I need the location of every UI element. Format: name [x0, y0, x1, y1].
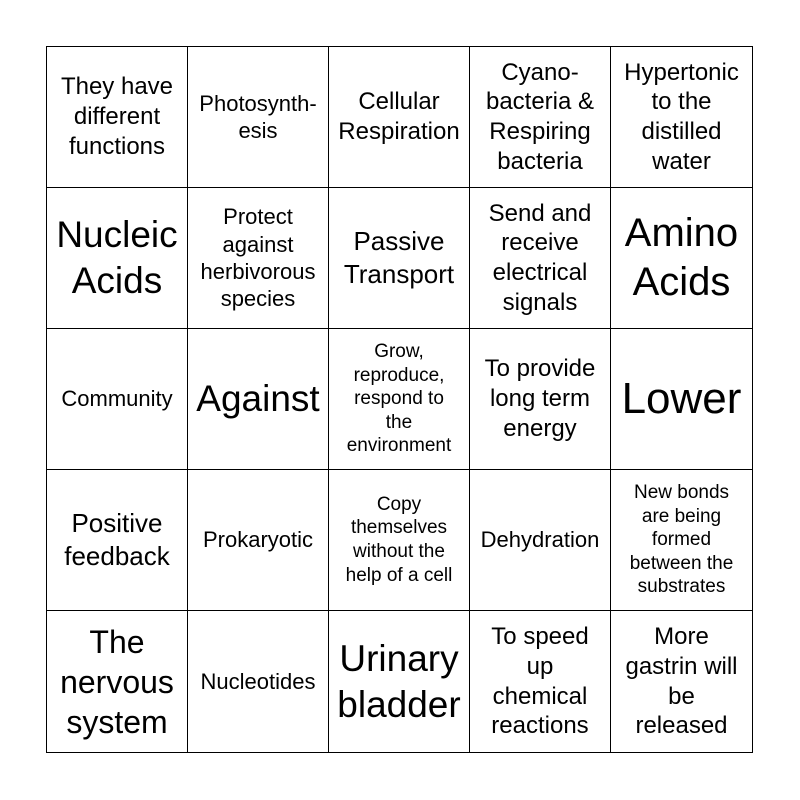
cell-text: Nucleic Acids — [56, 214, 178, 301]
bingo-cell[interactable] — [329, 188, 470, 329]
bingo-cell[interactable] — [611, 611, 752, 752]
bingo-cell[interactable] — [47, 47, 188, 188]
cell-text: To speed up chemical reactions — [491, 623, 589, 740]
bingo-cell[interactable] — [470, 188, 611, 329]
cell-text: Cellular Respiration — [338, 88, 460, 145]
cell-text: Amino Acids — [624, 211, 739, 304]
bingo-cell[interactable] — [329, 329, 470, 470]
cell-text: Community — [61, 386, 173, 412]
bingo-cell[interactable] — [611, 329, 752, 470]
bingo-cell[interactable] — [470, 329, 611, 470]
bingo-cell[interactable] — [188, 611, 329, 752]
bingo-cell[interactable] — [188, 188, 329, 329]
cell-text: Grow, reproduce, respond to the environment — [346, 341, 452, 457]
bingo-cell[interactable] — [611, 470, 752, 611]
cell-text: Prokaryotic — [202, 527, 314, 553]
cell-text: They have different functions — [60, 73, 174, 160]
bingo-cell[interactable] — [470, 47, 611, 188]
cell-text: Protect against herbivorous species — [200, 204, 316, 312]
bingo-cell[interactable] — [47, 470, 188, 611]
bingo-cell[interactable] — [611, 47, 752, 188]
bingo-cell[interactable] — [188, 470, 329, 611]
bingo-cell[interactable] — [611, 188, 752, 329]
cell-text: Cyano- bacteria & Respiring bacteria — [485, 58, 595, 175]
cell-text: Dehydration — [480, 527, 600, 553]
cell-text: To provide long term energy — [484, 355, 596, 442]
cell-text: Urinary bladder — [337, 637, 461, 725]
bingo-cell[interactable] — [470, 470, 611, 611]
cell-text: Hypertonic to the distilled water — [624, 58, 739, 175]
cell-text: Send and receive electrical signals — [488, 199, 592, 316]
cell-text: More gastrin will be released — [625, 623, 738, 740]
cell-text: Passive Transport — [343, 225, 455, 289]
cell-text: Against — [196, 378, 320, 420]
cell-text: Copy themselves without the help of a cell — [345, 493, 453, 586]
bingo-cell[interactable] — [47, 611, 188, 752]
bingo-card — [46, 46, 753, 753]
bingo-cell[interactable] — [329, 470, 470, 611]
cell-text: New bonds are being formed between the substrates — [629, 482, 734, 598]
cell-text: Photosynth- esis — [199, 90, 317, 143]
bingo-cell[interactable] — [329, 611, 470, 752]
bingo-cell[interactable] — [470, 611, 611, 752]
bingo-cell[interactable] — [47, 329, 188, 470]
bingo-cell[interactable] — [188, 47, 329, 188]
cell-text: Nucleotides — [200, 668, 316, 694]
cell-text: The nervous system — [60, 623, 174, 740]
cell-text: Positive feedback — [64, 507, 170, 571]
bingo-cell[interactable] — [329, 47, 470, 188]
cell-text: Lower — [621, 373, 742, 423]
bingo-cell[interactable] — [47, 188, 188, 329]
bingo-cell[interactable] — [188, 329, 329, 470]
